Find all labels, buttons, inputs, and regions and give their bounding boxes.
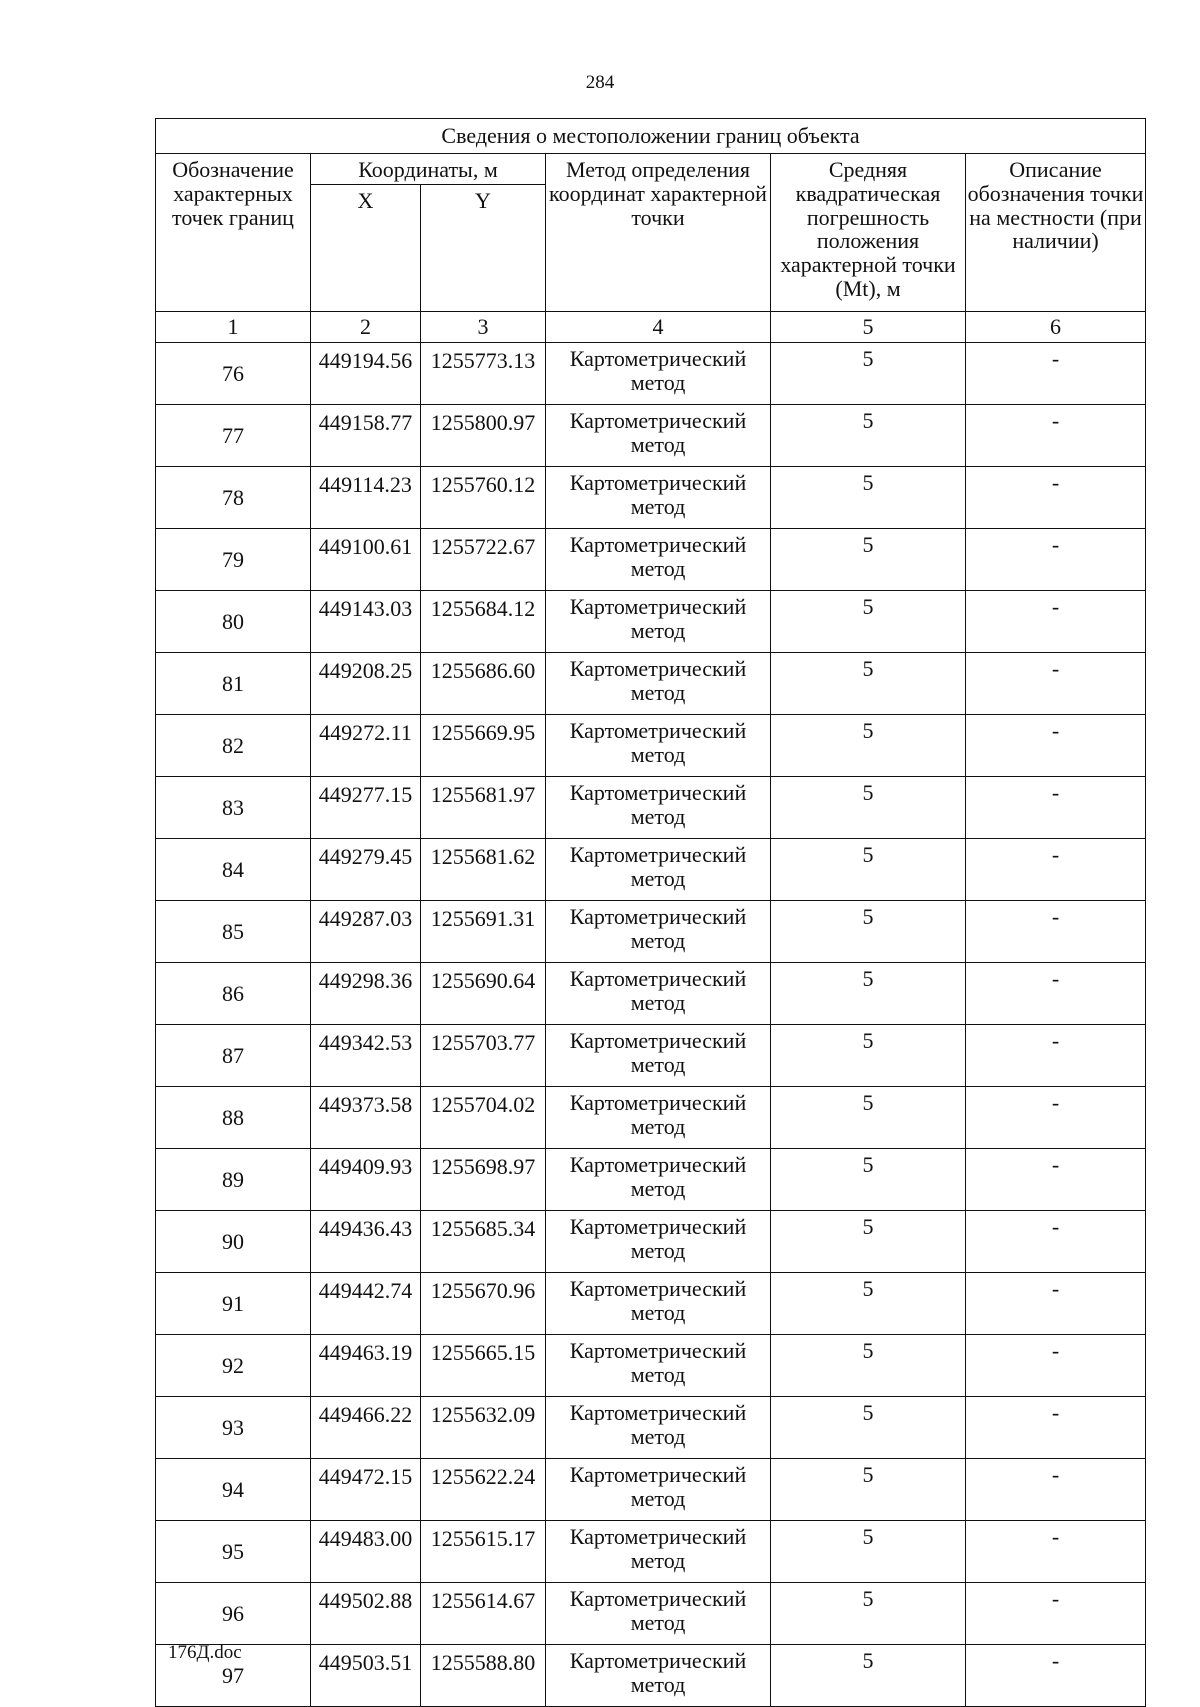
y-coordinate-cell: 1255632.09 — [421, 1397, 546, 1459]
method-cell: Картометрический метод — [546, 1211, 771, 1273]
description-cell: - — [966, 715, 1146, 777]
point-id-cell: 89 — [156, 1149, 311, 1211]
y-coordinate-cell: 1255670.96 — [421, 1273, 546, 1335]
table-row — [156, 839, 1146, 901]
table-row — [156, 1335, 1146, 1397]
mean-error-cell: 5 — [771, 1335, 966, 1397]
point-id-cell: 93 — [156, 1397, 311, 1459]
table-row — [156, 1149, 1146, 1211]
mean-error-cell: 5 — [771, 1149, 966, 1211]
mean-error-cell: 5 — [771, 1645, 966, 1707]
description-cell: - — [966, 1459, 1146, 1521]
column-number-row — [156, 312, 1146, 343]
table-title-row — [156, 119, 1146, 154]
description-cell: - — [966, 1397, 1146, 1459]
method-cell: Картометрический метод — [546, 343, 771, 405]
method-cell: Картометрический метод — [546, 963, 771, 1025]
method-cell: Картометрический метод — [546, 1459, 771, 1521]
table-row — [156, 1645, 1146, 1707]
mean-error-cell: 5 — [771, 1521, 966, 1583]
y-coordinate-cell: 1255681.97 — [421, 777, 546, 839]
mean-error-cell: 5 — [771, 777, 966, 839]
method-cell: Картометрический метод — [546, 1521, 771, 1583]
x-coordinate-cell: 449436.43 — [311, 1211, 421, 1273]
y-coordinate-cell: 1255685.34 — [421, 1211, 546, 1273]
mean-error-cell: 5 — [771, 1087, 966, 1149]
point-id-cell: 80 — [156, 591, 311, 653]
y-coordinate-cell: 1255703.77 — [421, 1025, 546, 1087]
description-cell: - — [966, 1211, 1146, 1273]
mean-error-cell: 5 — [771, 1273, 966, 1335]
description-cell: - — [966, 1149, 1146, 1211]
header-method: Метод определения координат характерной точки — [546, 154, 771, 312]
description-cell: - — [966, 1583, 1146, 1645]
table-row — [156, 1397, 1146, 1459]
x-coordinate-cell: 449373.58 — [311, 1087, 421, 1149]
description-cell: - — [966, 901, 1146, 963]
table-row — [156, 1025, 1146, 1087]
x-coordinate-cell: 449143.03 — [311, 591, 421, 653]
x-coordinate-cell: 449472.15 — [311, 1459, 421, 1521]
y-coordinate-cell: 1255773.13 — [421, 343, 546, 405]
table-title: Сведения о местоположении границ объекта — [156, 119, 1146, 154]
x-coordinate-cell: 449277.15 — [311, 777, 421, 839]
point-id-cell: 87 — [156, 1025, 311, 1087]
y-coordinate-cell: 1255698.97 — [421, 1149, 546, 1211]
table-row — [156, 653, 1146, 715]
point-id-cell: 96 — [156, 1583, 311, 1645]
method-cell: Картометрический метод — [546, 1149, 771, 1211]
column-number: 6 — [966, 312, 1146, 343]
mean-error-cell: 5 — [771, 839, 966, 901]
description-cell: - — [966, 529, 1146, 591]
point-id-cell: 83 — [156, 777, 311, 839]
y-coordinate-cell: 1255684.12 — [421, 591, 546, 653]
y-coordinate-cell: 1255704.02 — [421, 1087, 546, 1149]
point-id-cell: 81 — [156, 653, 311, 715]
description-cell: - — [966, 1645, 1146, 1707]
description-cell: - — [966, 1273, 1146, 1335]
x-coordinate-cell: 449287.03 — [311, 901, 421, 963]
description-cell: - — [966, 467, 1146, 529]
point-id-cell: 94 — [156, 1459, 311, 1521]
mean-error-cell: 5 — [771, 1397, 966, 1459]
table-row — [156, 591, 1146, 653]
mean-error-cell: 5 — [771, 715, 966, 777]
method-cell: Картометрический метод — [546, 591, 771, 653]
mean-error-cell: 5 — [771, 963, 966, 1025]
column-number: 1 — [156, 312, 311, 343]
point-id-cell: 85 — [156, 901, 311, 963]
y-coordinate-cell: 1255690.64 — [421, 963, 546, 1025]
table-row — [156, 715, 1146, 777]
method-cell: Картометрический метод — [546, 839, 771, 901]
method-cell: Картометрический метод — [546, 1273, 771, 1335]
point-id-cell: 91 — [156, 1273, 311, 1335]
method-cell: Картометрический метод — [546, 777, 771, 839]
method-cell: Картометрический метод — [546, 529, 771, 591]
header-y: Y — [421, 185, 546, 312]
point-id-cell: 77 — [156, 405, 311, 467]
table-row — [156, 1087, 1146, 1149]
point-id-cell: 90 — [156, 1211, 311, 1273]
mean-error-cell: 5 — [771, 901, 966, 963]
description-cell: - — [966, 1521, 1146, 1583]
table-row — [156, 901, 1146, 963]
table-row — [156, 1273, 1146, 1335]
method-cell: Картометрический метод — [546, 1397, 771, 1459]
column-number: 2 — [311, 312, 421, 343]
y-coordinate-cell: 1255760.12 — [421, 467, 546, 529]
x-coordinate-cell: 449272.11 — [311, 715, 421, 777]
mean-error-cell: 5 — [771, 467, 966, 529]
method-cell: Картометрический метод — [546, 1583, 771, 1645]
point-id-cell: 84 — [156, 839, 311, 901]
point-id-cell: 79 — [156, 529, 311, 591]
table-row — [156, 777, 1146, 839]
method-cell: Картометрический метод — [546, 1335, 771, 1397]
header-coordinates: Координаты, м — [311, 154, 546, 185]
y-coordinate-cell: 1255800.97 — [421, 405, 546, 467]
mean-error-cell: 5 — [771, 529, 966, 591]
mean-error-cell: 5 — [771, 1583, 966, 1645]
table-row — [156, 467, 1146, 529]
mean-error-cell: 5 — [771, 343, 966, 405]
y-coordinate-cell: 1255588.80 — [421, 1645, 546, 1707]
mean-error-cell: 5 — [771, 1459, 966, 1521]
description-cell: - — [966, 963, 1146, 1025]
description-cell: - — [966, 839, 1146, 901]
method-cell: Картометрический метод — [546, 405, 771, 467]
column-number: 5 — [771, 312, 966, 343]
table-row — [156, 963, 1146, 1025]
method-cell: Картометрический метод — [546, 1087, 771, 1149]
mean-error-cell: 5 — [771, 1025, 966, 1087]
method-cell: Картометрический метод — [546, 715, 771, 777]
description-cell: - — [966, 343, 1146, 405]
point-id-cell: 97 — [156, 1645, 311, 1707]
mean-error-cell: 5 — [771, 1211, 966, 1273]
mean-error-cell: 5 — [771, 653, 966, 715]
header-row — [156, 154, 1146, 185]
description-cell: - — [966, 405, 1146, 467]
header-mean-error: Средняя квадратическая погрешность положения характерной точки (Mt), м — [771, 154, 966, 312]
x-coordinate-cell: 449503.51 — [311, 1645, 421, 1707]
header-point-designation: Обозначение характерных точек границ — [156, 154, 311, 312]
y-coordinate-cell: 1255691.31 — [421, 901, 546, 963]
point-id-cell: 92 — [156, 1335, 311, 1397]
method-cell: Картометрический метод — [546, 901, 771, 963]
point-id-cell: 88 — [156, 1087, 311, 1149]
boundary-coordinates-table — [155, 118, 1146, 1707]
x-coordinate-cell: 449442.74 — [311, 1273, 421, 1335]
table-row — [156, 1521, 1146, 1583]
description-cell: - — [966, 1025, 1146, 1087]
mean-error-cell: 5 — [771, 591, 966, 653]
footer-filename: 176Д.doc — [168, 1642, 242, 1663]
x-coordinate-cell: 449208.25 — [311, 653, 421, 715]
x-coordinate-cell: 449463.19 — [311, 1335, 421, 1397]
y-coordinate-cell: 1255686.60 — [421, 653, 546, 715]
point-id-cell: 78 — [156, 467, 311, 529]
column-number: 4 — [546, 312, 771, 343]
description-cell: - — [966, 777, 1146, 839]
method-cell: Картометрический метод — [546, 1645, 771, 1707]
x-coordinate-cell: 449194.56 — [311, 343, 421, 405]
point-id-cell: 82 — [156, 715, 311, 777]
mean-error-cell: 5 — [771, 405, 966, 467]
x-coordinate-cell: 449100.61 — [311, 529, 421, 591]
x-coordinate-cell: 449409.93 — [311, 1149, 421, 1211]
y-coordinate-cell: 1255681.62 — [421, 839, 546, 901]
description-cell: - — [966, 591, 1146, 653]
page-number: 284 — [585, 72, 615, 93]
method-cell: Картометрический метод — [546, 467, 771, 529]
x-coordinate-cell: 449483.00 — [311, 1521, 421, 1583]
x-coordinate-cell: 449298.36 — [311, 963, 421, 1025]
description-cell: - — [966, 1335, 1146, 1397]
x-coordinate-cell: 449466.22 — [311, 1397, 421, 1459]
x-coordinate-cell: 449158.77 — [311, 405, 421, 467]
column-number: 3 — [421, 312, 546, 343]
method-cell: Картометрический метод — [546, 1025, 771, 1087]
point-id-cell: 95 — [156, 1521, 311, 1583]
table-row — [156, 529, 1146, 591]
y-coordinate-cell: 1255622.24 — [421, 1459, 546, 1521]
header-description: Описание обозначения точки на местности (при наличии) — [966, 154, 1146, 312]
point-id-cell: 86 — [156, 963, 311, 1025]
y-coordinate-cell: 1255722.67 — [421, 529, 546, 591]
header-x: X — [311, 185, 421, 312]
x-coordinate-cell: 449114.23 — [311, 467, 421, 529]
y-coordinate-cell: 1255665.15 — [421, 1335, 546, 1397]
table-row — [156, 1459, 1146, 1521]
y-coordinate-cell: 1255614.67 — [421, 1583, 546, 1645]
y-coordinate-cell: 1255669.95 — [421, 715, 546, 777]
point-id-cell: 76 — [156, 343, 311, 405]
y-coordinate-cell: 1255615.17 — [421, 1521, 546, 1583]
description-cell: - — [966, 653, 1146, 715]
x-coordinate-cell: 449279.45 — [311, 839, 421, 901]
x-coordinate-cell: 449342.53 — [311, 1025, 421, 1087]
description-cell: - — [966, 1087, 1146, 1149]
table-row — [156, 343, 1146, 405]
method-cell: Картометрический метод — [546, 653, 771, 715]
table-row — [156, 1211, 1146, 1273]
x-coordinate-cell: 449502.88 — [311, 1583, 421, 1645]
table-row — [156, 1583, 1146, 1645]
table-row — [156, 405, 1146, 467]
